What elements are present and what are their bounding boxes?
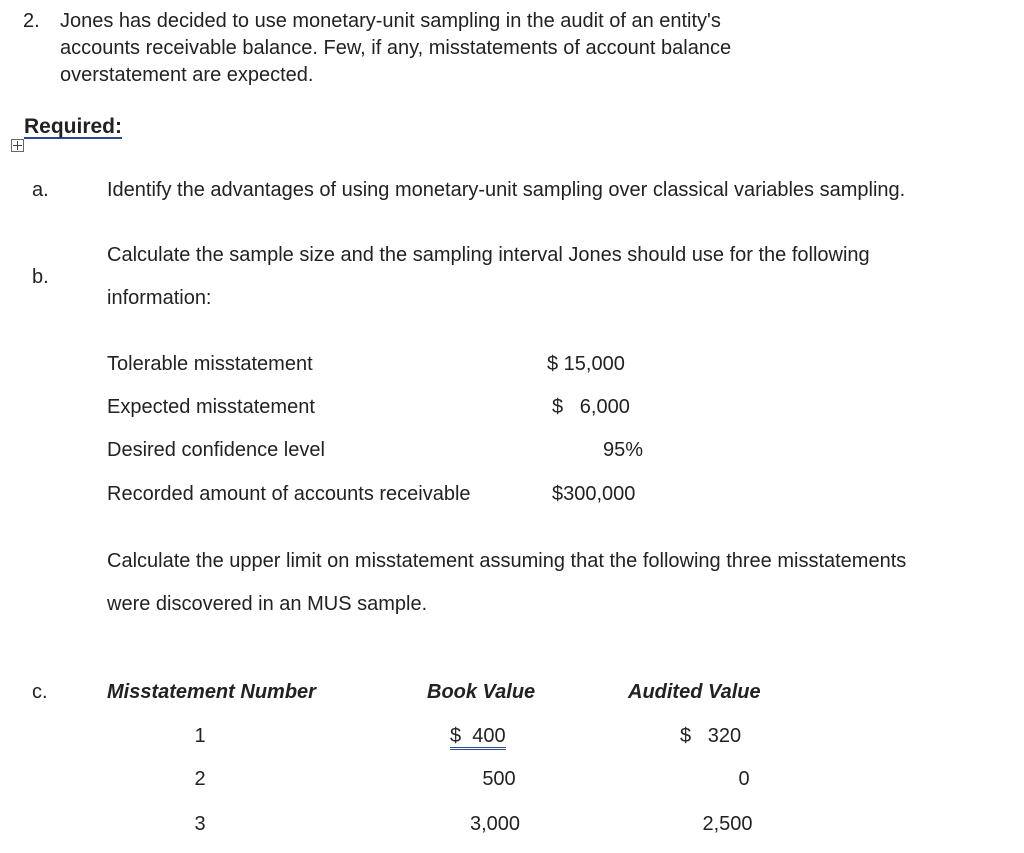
question-line-1: Jones has decided to use monetary-unit sampling in the audit of an entity's [60,10,721,32]
header-audited-value: Audited Value [628,681,761,703]
header-misstatement-number: Misstatement Number [107,681,316,703]
question-number: 2. [23,10,40,32]
cell-number-3: 3 [194,813,206,835]
cell-audited-2: 0 [738,768,750,790]
row-value-confidence: 95% [602,439,643,461]
part-a-letter: a. [32,179,49,201]
header-book-value: Book Value [427,681,536,703]
row-value-recorded: $300,000 [552,483,636,505]
part-c-letter: c. [32,681,48,703]
required-heading: Required: [24,115,123,138]
part-c-line-1: Calculate the upper limit on misstatement assuming that the following three misstatements [107,550,907,572]
part-a-text: Identify the advantages of using monetary-unit sampling over classical variables sampling. [107,179,906,201]
cell-audited-3: 2,500 [702,813,753,835]
part-b-line-2: information: [107,287,212,309]
cell-number-1: 1 [194,725,206,747]
row-value-tolerable: $ 15,000 [547,353,625,375]
part-b-letter: b. [32,266,49,288]
row-label-recorded: Recorded amount of accounts receivable [107,483,471,505]
part-b-line-1: Calculate the sample size and the sampling interval Jones should use for the following [107,244,870,266]
cell-book-3: 3,000 [469,813,521,835]
cell-book-2: 500 [482,768,516,790]
question-line-3: overstatement are expected. [60,64,314,86]
row-value-expected: $ 6,000 [552,396,630,418]
expand-icon[interactable] [11,139,24,152]
cell-number-2: 2 [194,768,206,790]
row-label-expected: Expected misstatement [107,396,315,418]
part-c-line-2: were discovered in an MUS sample. [107,593,428,615]
question-line-2: accounts receivable balance. Few, if any, misstatements of account balance [60,37,732,59]
row-label-confidence: Desired confidence level [107,439,325,461]
cell-book-1: $ 400 [450,725,506,750]
row-label-tolerable: Tolerable misstatement [107,353,313,375]
cell-audited-1: $ 320 [680,725,742,747]
